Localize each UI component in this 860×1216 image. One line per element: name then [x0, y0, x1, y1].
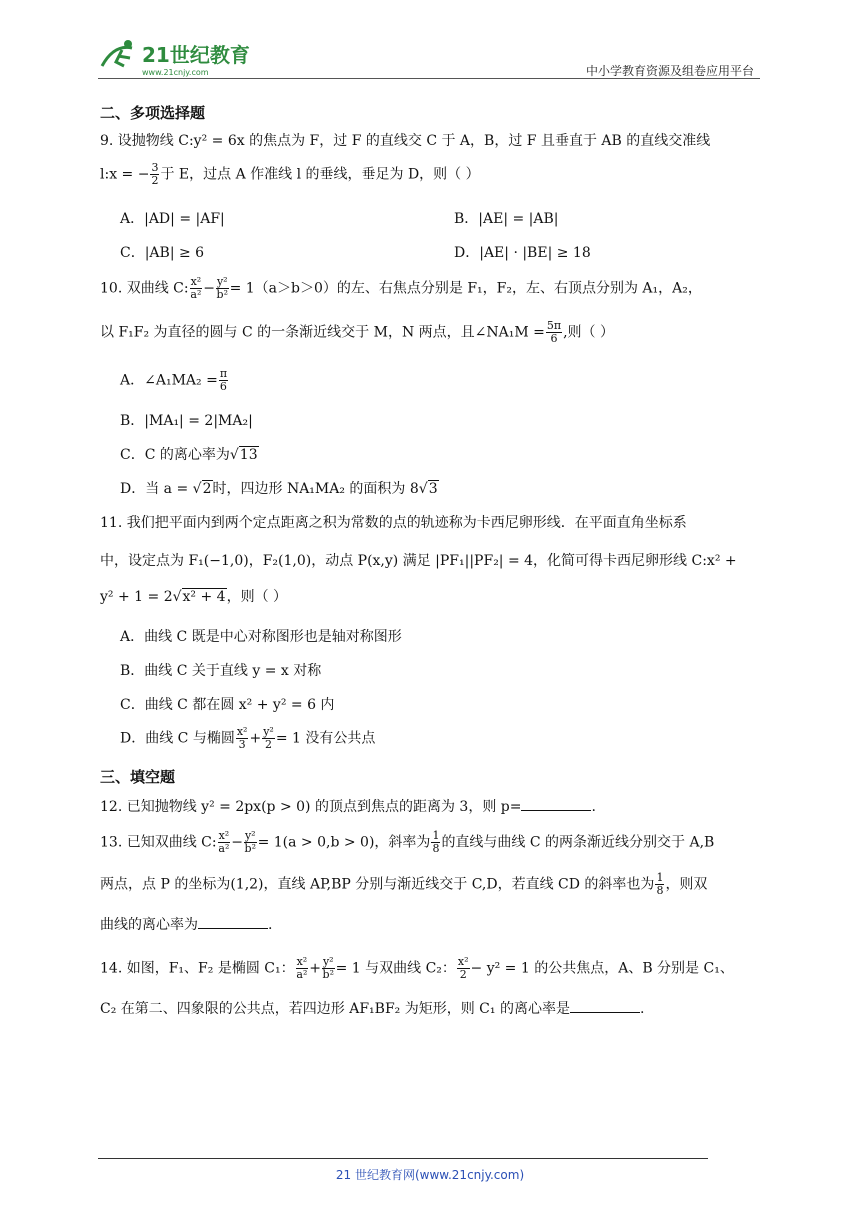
q9-option-b: B．|AE| = |AB|: [454, 211, 559, 227]
q9-option-d: D．|AE| · |BE| ≥ 18: [454, 245, 591, 261]
header-divider: [98, 78, 760, 79]
q10-option-d: D．当 a = √2时，四边形 NA₁MA₂ 的面积为 8√3: [120, 481, 438, 497]
logo-url: www.21cnjy.com: [142, 68, 209, 77]
q14-answer-blank[interactable]: [570, 1000, 640, 1013]
logo-text: 21世纪教育: [142, 43, 250, 67]
q10-option-c: C．C 的离心率为√13: [120, 447, 258, 463]
q11-line3: y² + 1 = 2√x² + 4，则（ ）: [100, 589, 288, 605]
q12-text: 12. 已知抛物线 y² = 2px(p > 0) 的顶点到焦点的距离为 3，则 p= .: [100, 799, 596, 815]
q11-option-b: B．曲线 C 关于直线 y = x 对称: [120, 663, 322, 679]
q10-line2: 以 F₁F₂ 为直径的圆与 C 的一条渐近线交于 M，N 两点，且∠NA₁M = $\frac{5\pi}{6}$ ,则（ ）: [100, 319, 615, 345]
footer-text[interactable]: 21 世纪教育网(www.21cnjy.com): [335, 1168, 525, 1182]
q13-line2: 两点，点 P 的坐标为(1,2)，直线 AP,BP 分别与渐近线交于 C,D，若直线 CD 的斜率也为 $\frac{1}{8}$ ，则双: [100, 871, 708, 897]
q14-line2: C₂ 在第二、四象限的公共点，若四边形 AF₁BF₂ 为矩形，则 C₁ 的离心率是 .: [100, 1001, 645, 1017]
q12-answer-blank[interactable]: [521, 798, 591, 811]
q10-option-a: A．∠A₁MA₂ = $\frac{\pi}{6}$: [120, 367, 228, 393]
q9-line2: l:x = − $\frac{3}{2}$ 于 E，过点 A 作准线 l 的垂线，垂足为 D，则（ ）: [100, 161, 480, 187]
q11-option-a: A．曲线 C 既是中心对称图形也是轴对称图形: [120, 629, 402, 645]
q10-line1: 10. 双曲线 C: $\frac{\text{x²}}{\text{a²}}$ − $\frac{\text{y²}}{\text{b²}}$ = 1（a＞b＞0）的左、右焦点分别是 F₁，F₂，左、右顶点分别为 A₁，A₂，: [100, 275, 702, 301]
q13-answer-blank[interactable]: [198, 916, 268, 929]
q13-line3: 曲线的离心率为 .: [100, 917, 273, 933]
q14-line1: 14. 如图，F₁、F₂ 是椭圆 C₁： $\frac{\text{x²}}{\text{a²}}$ + $\frac{\text{y²}}{\text{b²}}$ = 1 与双曲线 C₂： $\frac{\text{x²}}{2}$ − y² = 1 的公共焦点，A、B 分别是 C₁、: [100, 955, 734, 981]
site-logo: [96, 36, 256, 80]
q9-option-c: C．|AB| ≥ 6: [120, 245, 205, 261]
q11-line2: 中，设定点为 F₁(−1,0)，F₂(1,0)，动点 P(x,y) 满足 |PF₁||PF₂| = 4，化简可得卡西尼卵形线 C:x² +: [100, 553, 737, 569]
q11-option-c: C．曲线 C 都在圆 x² + y² = 6 内: [120, 697, 335, 713]
q9-option-a: A．|AD| = |AF|: [120, 211, 225, 227]
q9-line1: 9. 设抛物线 C:y² = 6x 的焦点为 F，过 F 的直线交 C 于 A，B，过 F 且垂直于 AB 的直线交准线: [100, 133, 711, 149]
q11-line1: 11. 我们把平面内到两个定点距离之积为常数的点的轨迹称为卡西尼卵形线．在平面直角坐标系: [100, 515, 687, 531]
section-title-fill: 三、填空题: [100, 768, 176, 786]
footer-divider: [98, 1158, 708, 1159]
section-title-multi: 二、多项选择题: [100, 104, 206, 122]
q10-option-b: B．|MA₁| = 2|MA₂|: [120, 413, 253, 429]
q11-option-d: D．曲线 C 与椭圆 $\frac{\text{x²}}{3}$ + $\frac{\text{y²}}{2}$ = 1 没有公共点: [120, 725, 376, 751]
header-platform-text: 中小学教育资源及组卷应用平台: [585, 64, 754, 78]
q13-line1: 13. 已知双曲线 C: $\frac{\text{x²}}{\text{a²}}$ − $\frac{\text{y²}}{\text{b²}}$ = 1(a > 0,b > 0)，斜率为 $\frac{1}{8}$ 的直线与曲线 C 的两条渐近线分别交于 A,B: [100, 829, 715, 855]
